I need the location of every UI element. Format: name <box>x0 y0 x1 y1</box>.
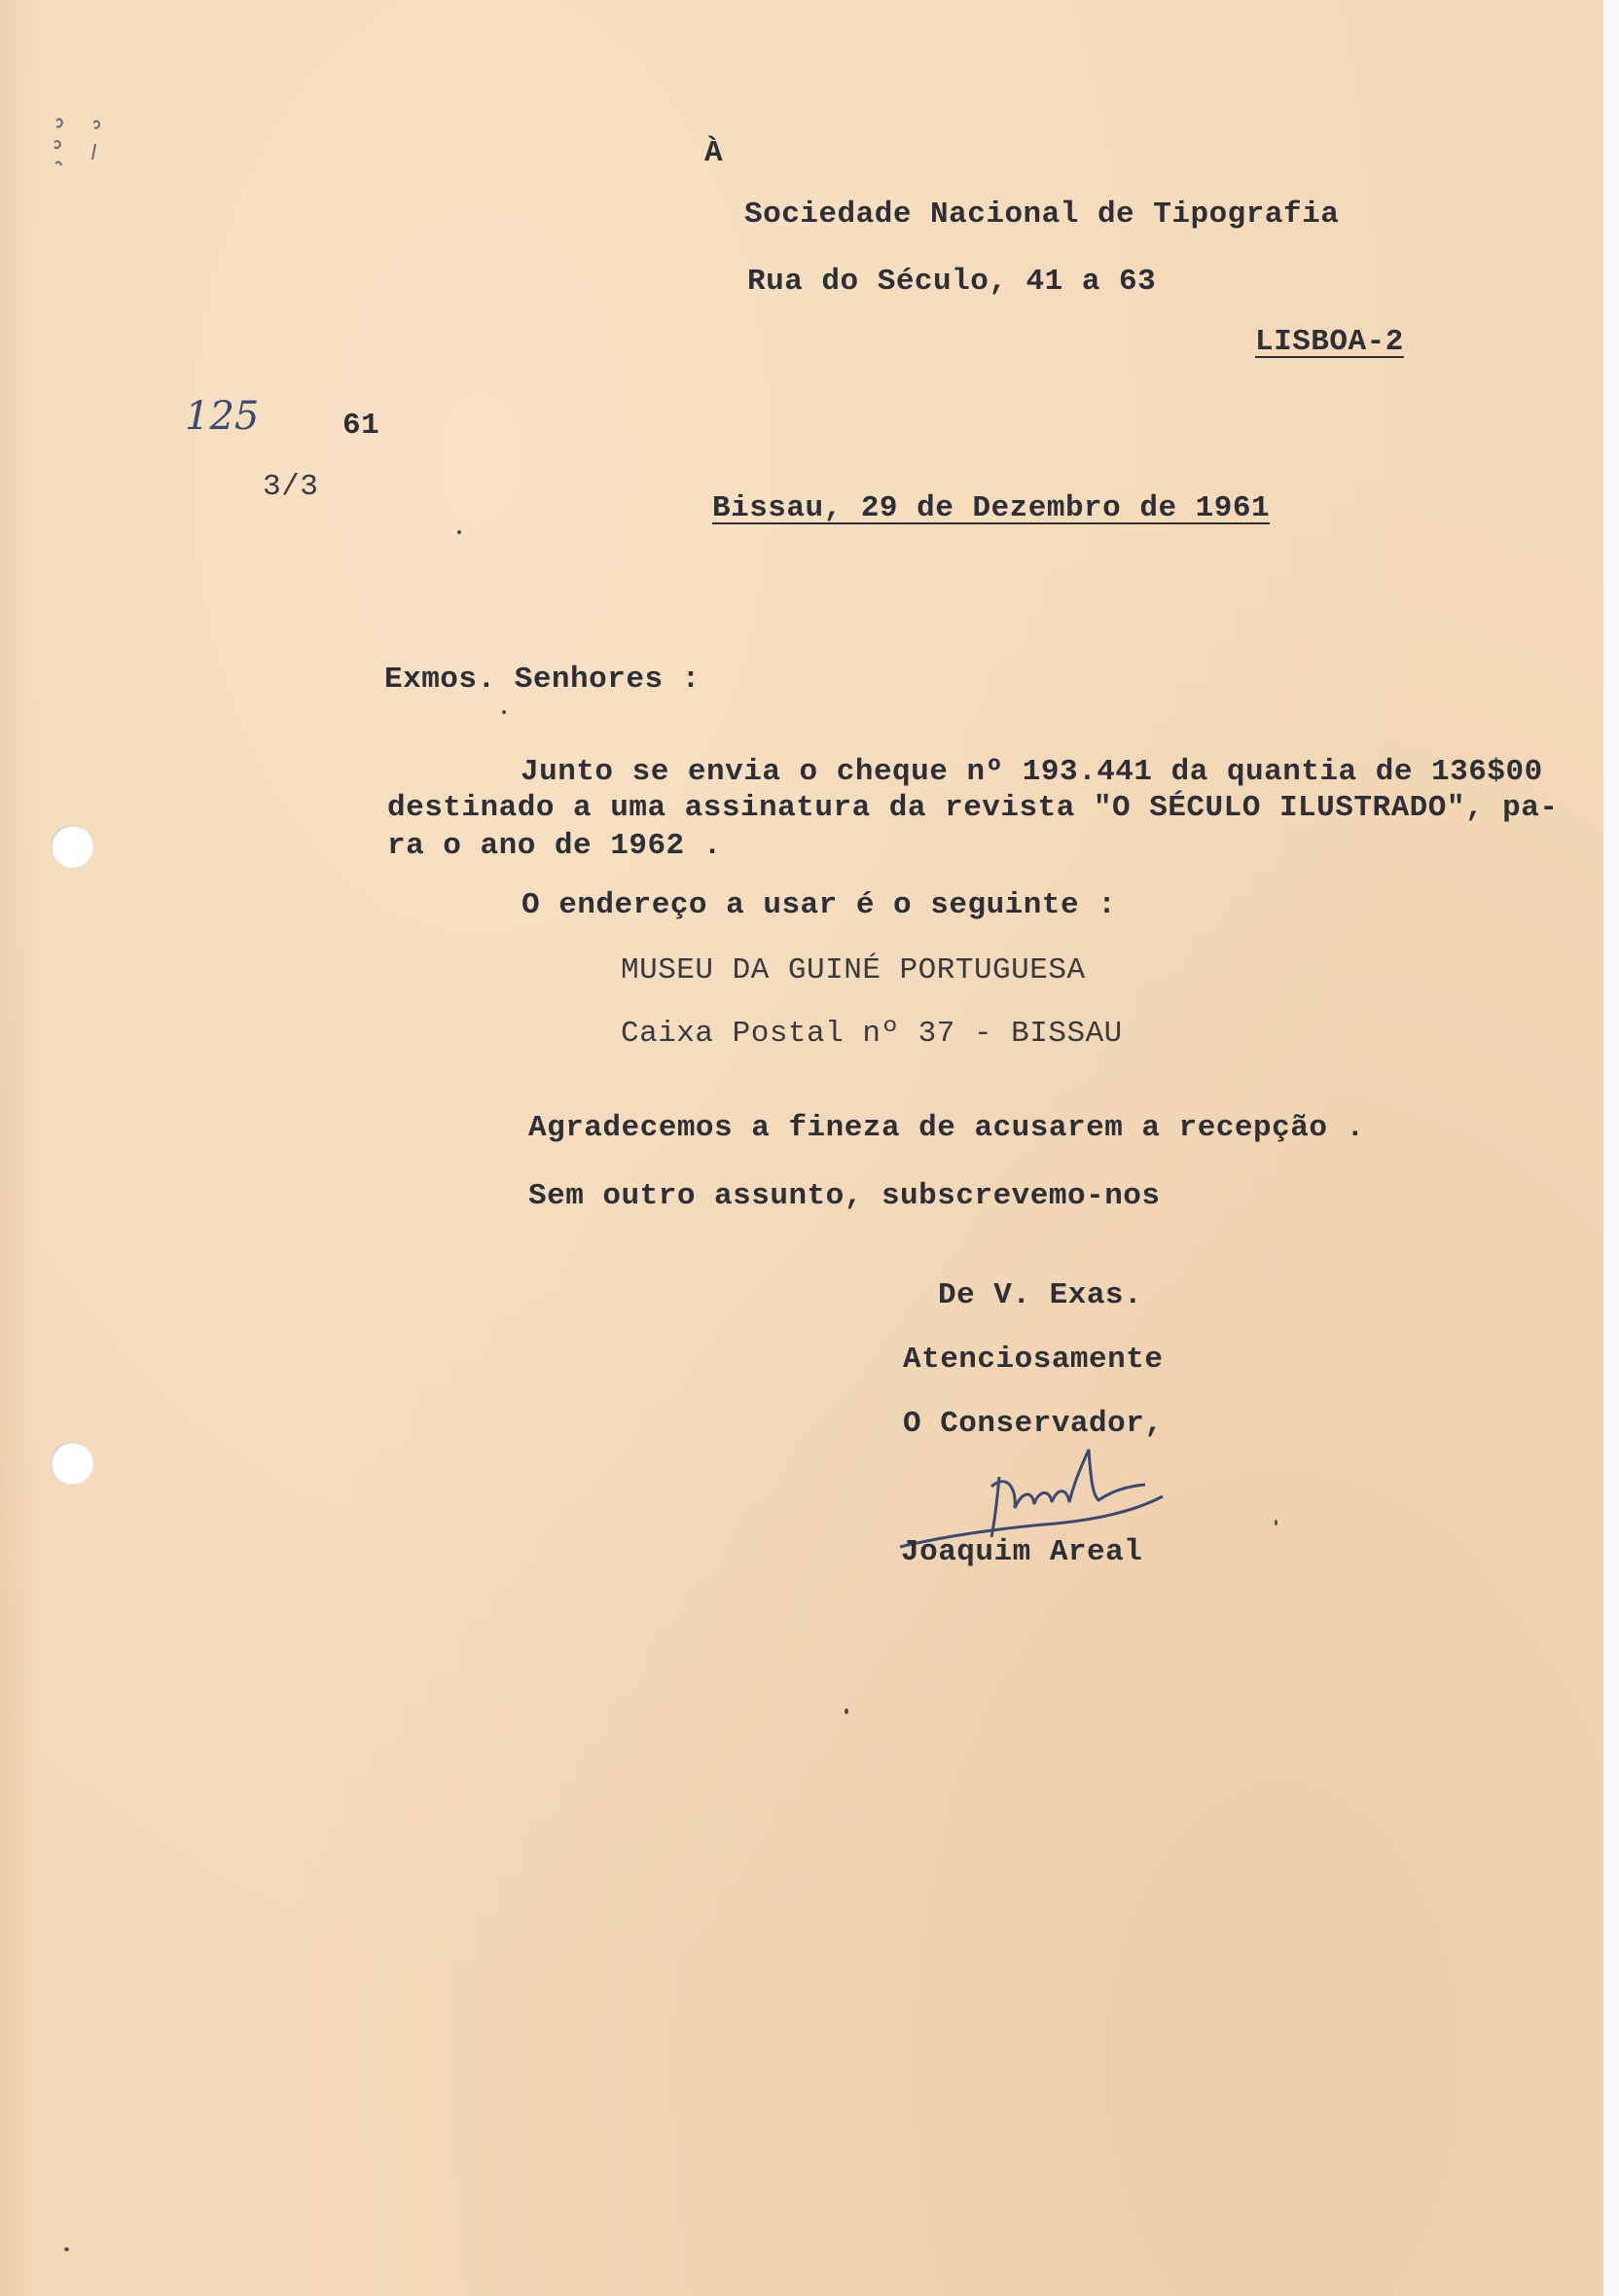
address-intro: O endereço a usar é o seguinte : <box>522 888 1117 922</box>
reference-number: 61 <box>342 409 380 443</box>
recipient-city: LISBOA-2 <box>1255 325 1404 359</box>
address-line-1: MUSEU DA GUINÉ PORTUGUESA <box>621 953 1086 987</box>
margin-pencil-marks <box>49 115 126 212</box>
scan-margin <box>1603 0 1619 2296</box>
body-line-1: Junto se envia o cheque nº 193.441 da quantia de 136$00 <box>521 755 1543 789</box>
closing-line: Sem outro assunto, subscrevemo-nos <box>528 1179 1161 1213</box>
punch-hole-top <box>51 825 93 868</box>
date-line: Bissau, 29 de Dezembro de 1961 <box>712 491 1271 525</box>
recipient-street: Rua do Século, 41 a 63 <box>747 265 1157 299</box>
body-line-2: destinado a uma assinatura da revista "O SÉCULO ILUSTRADO", pa- <box>387 791 1559 825</box>
recipient-name: Sociedade Nacional de Tipografia <box>744 197 1340 232</box>
salutation: Exmos. Senhores : <box>384 663 701 697</box>
sign-off-3: O Conservador, <box>903 1407 1164 1441</box>
paper-speck <box>502 710 506 714</box>
address-line-2: Caixa Postal nº 37 - BISSAU <box>621 1017 1123 1051</box>
handwritten-reference: 125 <box>185 394 260 439</box>
sign-off-1: De V. Exas. <box>938 1278 1143 1312</box>
recipient-prefix: À <box>704 136 724 170</box>
signatory-name: Joaquim Areal <box>901 1535 1143 1569</box>
body-line-3: ra o ano de 1962 . <box>387 829 722 863</box>
punch-hole-bottom <box>51 1442 93 1485</box>
paper-speck <box>1275 1520 1277 1525</box>
paper-speck <box>64 2247 69 2251</box>
paper-speck <box>457 530 461 534</box>
reference-fraction: 3/3 <box>263 470 319 504</box>
thanks-line: Agradecemos a fineza de acusarem a recepção . <box>528 1111 1365 1145</box>
paper-speck <box>845 1708 848 1714</box>
sign-off-2: Atenciosamente <box>903 1343 1164 1377</box>
